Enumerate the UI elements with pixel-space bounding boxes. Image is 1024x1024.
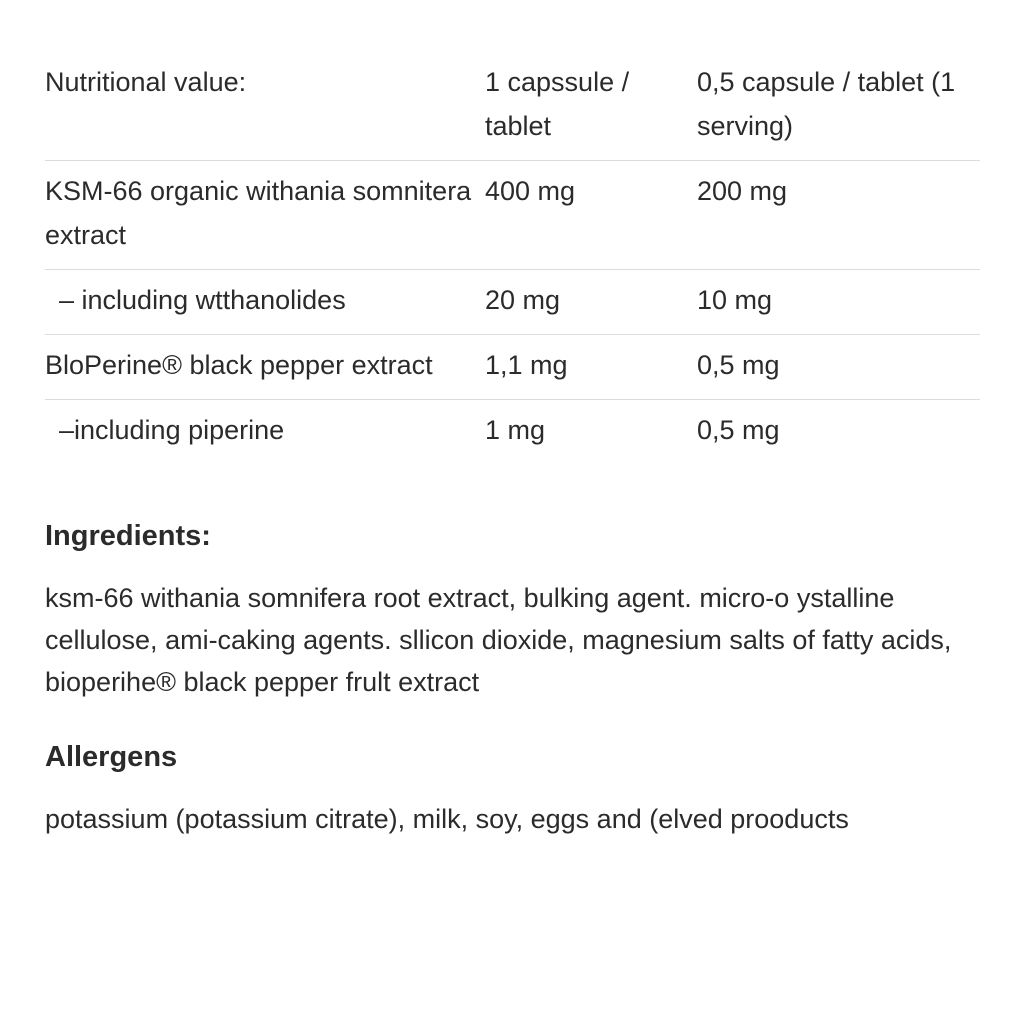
amount-per-capsule: 20 mg bbox=[485, 285, 561, 315]
allergens-text: potassium (potassium citrate), milk, soy, eggs and (elved prooducts bbox=[45, 804, 849, 834]
nutrition-table bbox=[45, 58, 980, 464]
table-row bbox=[45, 335, 980, 399]
product-info-page bbox=[45, 58, 985, 840]
ingredient-name: –including piperine bbox=[59, 415, 285, 445]
ingredient-name: KSM-66 organic withania somnitera extract bbox=[45, 176, 472, 250]
amount-per-serving: 200 mg bbox=[697, 176, 788, 206]
ingredients-text: ksm-66 withania somnifera root extract, bulking agent. micro-o ystalline cellulose, ami-caking agents. sllicon dioxide, magnesium salts of fatty acids, bioperihe® black pepper frult extract bbox=[45, 583, 952, 697]
amount-per-capsule: 1,1 mg bbox=[485, 350, 568, 380]
allergens-heading: Allergens bbox=[45, 741, 178, 773]
table-row bbox=[45, 400, 980, 464]
ingredients-heading: Ingredients: bbox=[45, 520, 211, 552]
amount-per-serving: 0,5 mg bbox=[697, 350, 780, 380]
table-row bbox=[45, 161, 980, 269]
table-row bbox=[45, 270, 980, 334]
amount-per-capsule: 1 mg bbox=[485, 415, 546, 445]
ingredient-name: – including wtthanolides bbox=[59, 285, 346, 315]
nutrition-header-label: Nutritional value: bbox=[45, 67, 247, 97]
nutrition-header-per-capsule: 1 capssule / tablet bbox=[485, 67, 630, 141]
amount-per-capsule: 400 mg bbox=[485, 176, 576, 206]
nutrition-header-row bbox=[45, 58, 980, 160]
ingredient-name: BloPerine® black pepper extract bbox=[45, 350, 433, 380]
amount-per-serving: 0,5 mg bbox=[697, 415, 780, 445]
nutrition-header-per-serving: 0,5 capsule / tablet (1 serving) bbox=[697, 67, 956, 141]
amount-per-serving: 10 mg bbox=[697, 285, 773, 315]
